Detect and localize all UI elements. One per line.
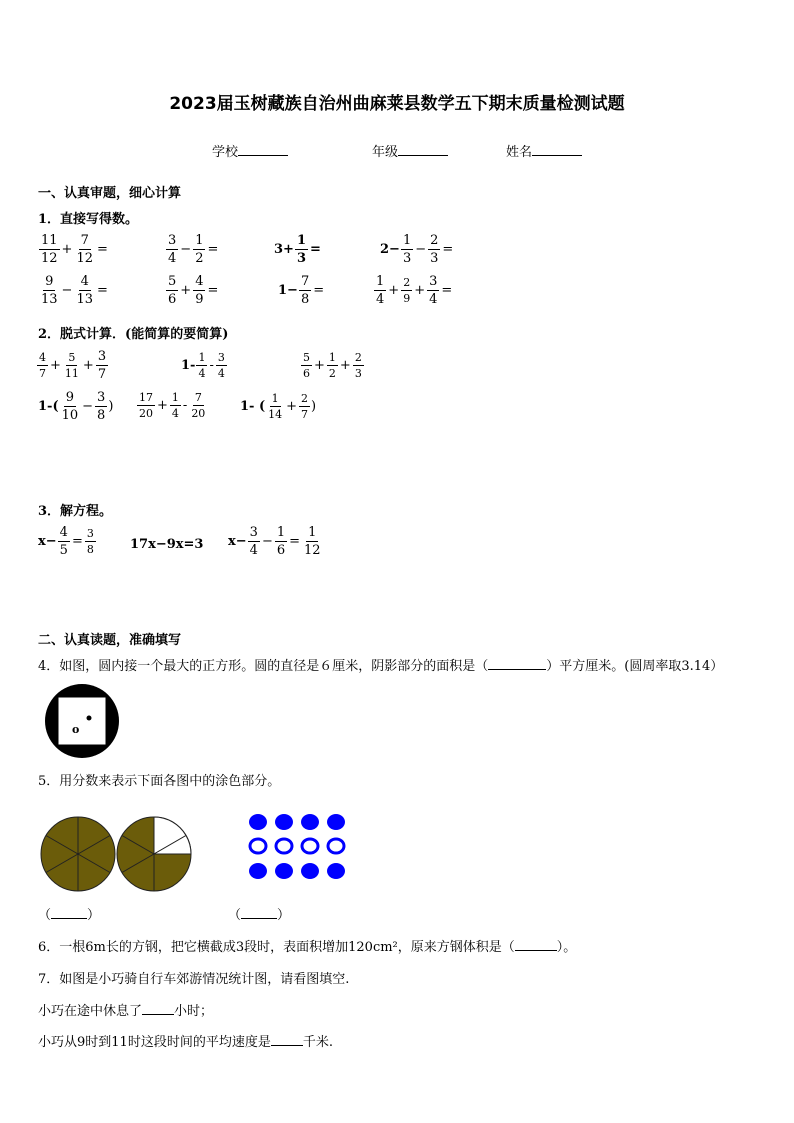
q1-r2-e3: 1− $\frac{7}{8}$ = bbox=[278, 274, 325, 307]
q5-pie-full bbox=[41, 817, 115, 891]
q1-r2-e4: $\frac{1}{4}$ + $\frac{2}{9}$ + $\frac{3}{4}$ = bbox=[376, 274, 453, 307]
q1-r1-e4: 2− $\frac{1}{3}$ − $\frac{2}{3}$ = bbox=[380, 233, 454, 266]
q5-pie-partial bbox=[117, 817, 191, 891]
q5-dots-row-1 bbox=[249, 814, 345, 830]
q1-label: 1．直接写得数。 bbox=[38, 212, 139, 227]
name-label: 姓名 bbox=[506, 145, 533, 160]
q5-answer-1-blank[interactable] bbox=[51, 906, 87, 919]
q3-equation-1: x− $\frac{4}{5}$ = $\frac{3}{8}$ bbox=[38, 525, 94, 558]
q4-center-label: o bbox=[72, 723, 80, 736]
school-field bbox=[212, 141, 288, 160]
name-field bbox=[506, 141, 582, 160]
school-blank[interactable] bbox=[238, 143, 288, 156]
section1-heading: 一、认真审题，细心计算 bbox=[38, 186, 182, 201]
q7-rest-hours-blank[interactable] bbox=[142, 1002, 174, 1015]
q5-answer-2: （ ） bbox=[228, 908, 291, 923]
q4-circle-square-figure bbox=[40, 683, 124, 759]
q5-dots-row-3 bbox=[249, 863, 345, 879]
page-title: 2023届玉树藏族自治州曲麻莱县数学五下期末质量检测试题 bbox=[169, 94, 625, 114]
grade-label: 年级 bbox=[372, 145, 399, 160]
q1-r2-e1: $\frac{9}{13}$ − $\frac{4}{13}$ = bbox=[41, 274, 108, 307]
q7-line-1: 小巧在途中休息了 小时； bbox=[38, 1004, 214, 1019]
q2-r2-e3: 1- ( $\frac{1}{14}$ + $\frac{2}{7}$ ) bbox=[240, 392, 317, 421]
q5-dot-figure bbox=[245, 811, 351, 883]
q5-dots-row-2 bbox=[250, 839, 344, 853]
q1-r1-e3: 3+ $\frac{1}{3}$ = bbox=[274, 233, 321, 266]
q1-r1-e1: $\frac{11}{12}$ + $\frac{7}{12}$ = bbox=[41, 233, 108, 266]
q3-equation-3: x− $\frac{3}{4}$ − $\frac{1}{6}$ = $\frac{1}{12}$ bbox=[228, 525, 321, 558]
q7-speed-blank[interactable] bbox=[271, 1033, 303, 1046]
q2-r1-e2: 1- $\frac{1}{4}$ - $\frac{3}{4}$ bbox=[181, 351, 225, 380]
q5-text: 5．用分数来表示下面各图中的涂色部分。 bbox=[38, 774, 281, 789]
grade-field bbox=[372, 141, 448, 160]
q6-text: 6．一根6m长的方钢，把它横截成3段时，表面积增加120cm²，原来方钢体积是（ ）。 bbox=[38, 940, 577, 955]
q4-center-dot bbox=[87, 716, 92, 721]
school-label: 学校 bbox=[212, 145, 239, 160]
q6-answer-blank[interactable] bbox=[515, 938, 557, 951]
q2-label: 2．脱式计算．(能简算的要简算) bbox=[38, 327, 229, 342]
q5-pie-figures bbox=[40, 814, 195, 894]
q3-equation-2: 17x−9x=3 bbox=[130, 537, 204, 552]
q2-r2-e2: $\frac{17}{20}$ + $\frac{1}{4}$ - $\frac{7}{20}$ bbox=[139, 391, 206, 420]
name-blank[interactable] bbox=[532, 143, 582, 156]
q2-r1-e3: $\frac{5}{6}$ + $\frac{1}{2}$ + $\frac{2}{3}$ bbox=[303, 351, 362, 380]
q4-inscribed-square bbox=[58, 697, 106, 745]
section2-heading: 二、认真读题，准确填写 bbox=[38, 633, 182, 648]
q5-answer-1: （ ） bbox=[38, 908, 101, 923]
q1-r2-e2: $\frac{5}{6}$ + $\frac{4}{9}$ = bbox=[168, 274, 219, 307]
grade-blank[interactable] bbox=[398, 143, 448, 156]
q7-text: 7．如图是小巧骑自行车郊游情况统计图，请看图填空. bbox=[38, 972, 350, 987]
q1-r1-e2: $\frac{3}{4}$ − $\frac{1}{2}$ = bbox=[168, 233, 219, 266]
q4-text: 4．如图，圆内接一个最大的正方形。圆的直径是６厘米，阴影部分的面积是（ ）平方厘米。(圆周率取3.14） bbox=[38, 659, 724, 674]
q3-label: 3．解方程。 bbox=[38, 504, 113, 519]
q2-r2-e1: 1-( $\frac{9}{10}$ − $\frac{3}{8}$ ) bbox=[38, 390, 114, 423]
q2-r1-e1: $\frac{4}{7}$ + $\frac{5}{11}$ + $\frac{3}{7}$ bbox=[39, 349, 107, 382]
q4-answer-blank[interactable] bbox=[488, 657, 546, 670]
q5-answer-2-blank[interactable] bbox=[241, 906, 277, 919]
q7-line-2: 小巧从9时到11时这段时间的平均速度是 千米. bbox=[38, 1035, 333, 1050]
